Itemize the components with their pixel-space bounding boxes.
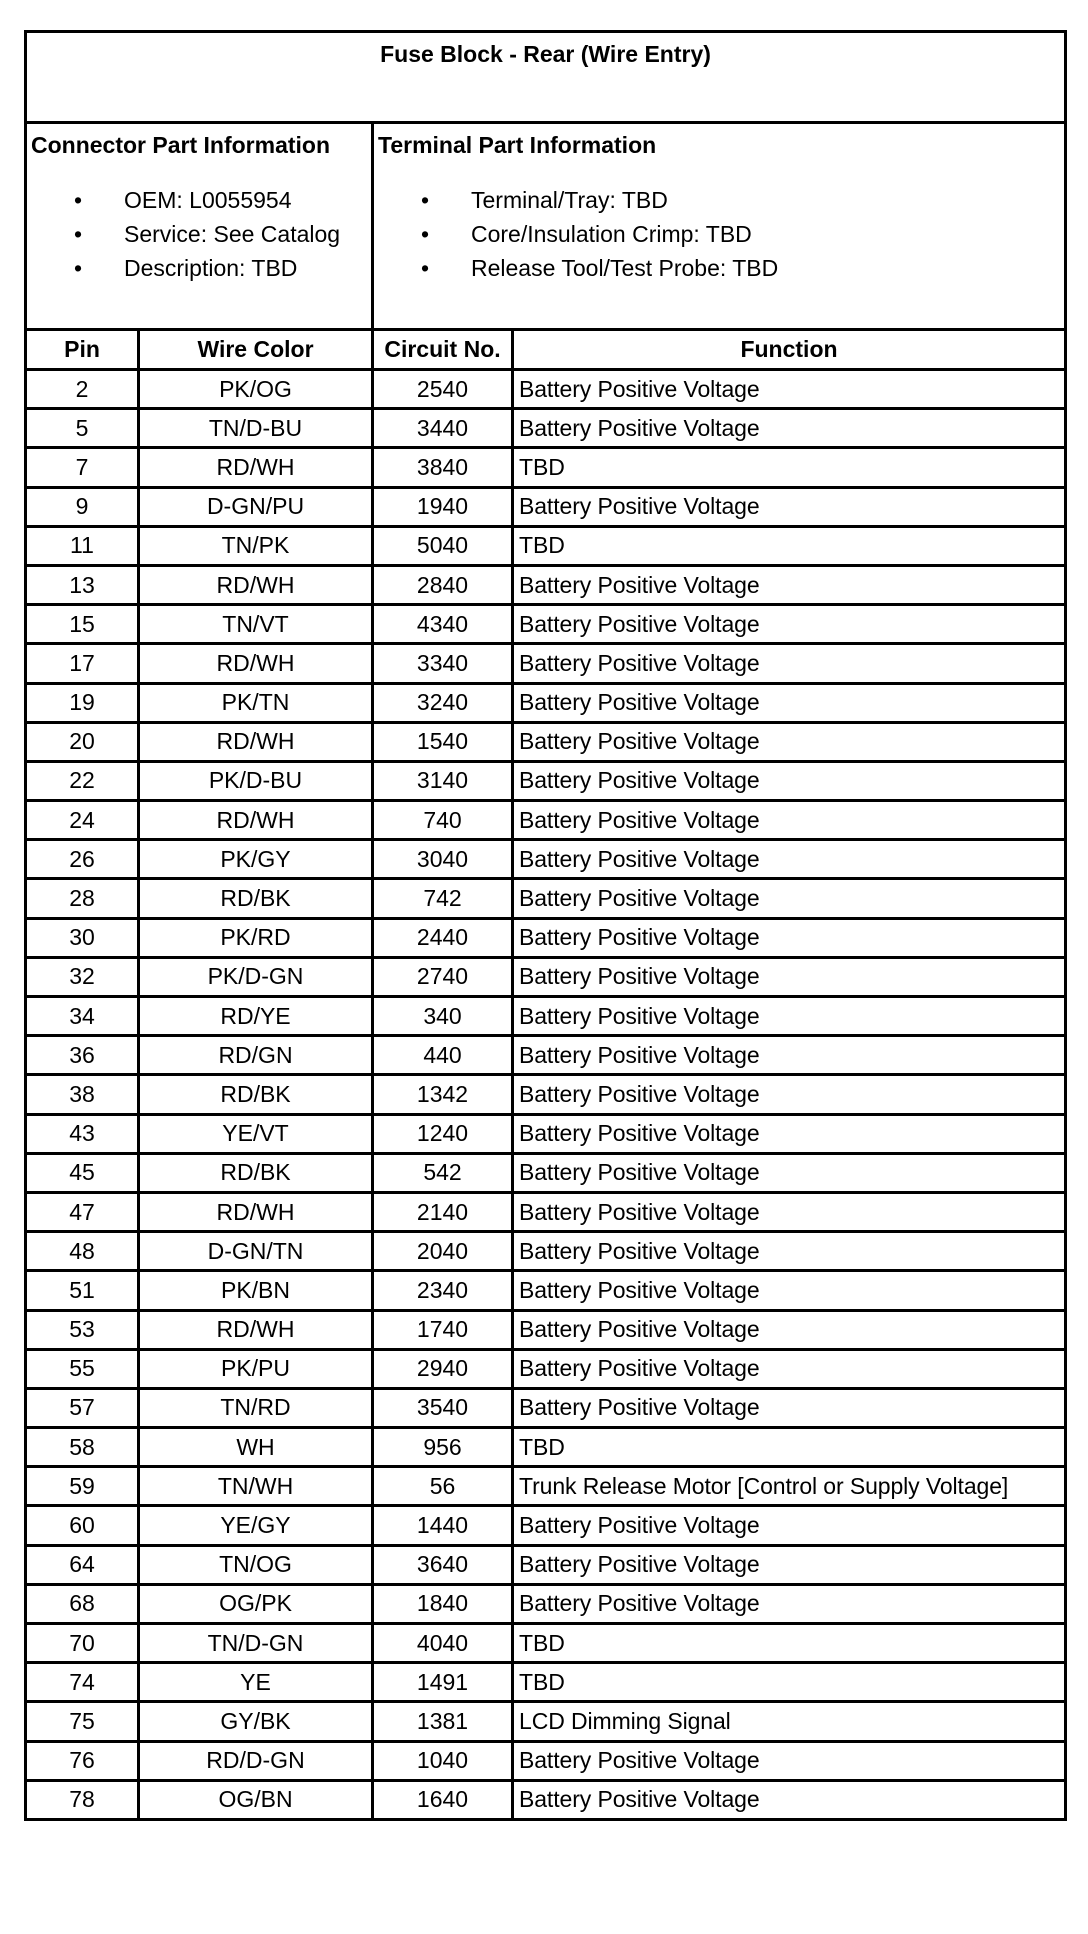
pin-cell: 78 xyxy=(26,1780,139,1819)
table-row xyxy=(26,565,1066,604)
circuit-cell: 4040 xyxy=(373,1624,513,1663)
circuit-cell: 3340 xyxy=(373,644,513,683)
pin-cell: 58 xyxy=(26,1428,139,1467)
wire-color-cell: PK/D-BU xyxy=(139,761,373,800)
wire-color-cell: RD/GN xyxy=(139,1036,373,1075)
function-cell: Battery Positive Voltage xyxy=(513,918,1066,957)
function-cell: TBD xyxy=(513,1663,1066,1702)
function-cell: Battery Positive Voltage xyxy=(513,801,1066,840)
function-cell: Battery Positive Voltage xyxy=(513,761,1066,800)
list-item: • Service: See Catalog xyxy=(27,217,371,251)
table-row xyxy=(26,605,1066,644)
column-header-pin: Pin xyxy=(26,330,139,370)
circuit-cell: 3040 xyxy=(373,840,513,879)
wire-color-cell: RD/BK xyxy=(139,1075,373,1114)
function-cell: Battery Positive Voltage xyxy=(513,409,1066,448)
bullet-icon: • xyxy=(73,255,82,281)
connector-part-heading: Connector Part Information xyxy=(31,132,331,158)
circuit-cell: 1381 xyxy=(373,1702,513,1741)
function-cell: Battery Positive Voltage xyxy=(513,644,1066,683)
table-row xyxy=(26,1271,1066,1310)
table-row xyxy=(26,1075,1066,1114)
circuit-cell: 1840 xyxy=(373,1584,513,1623)
circuit-cell: 5040 xyxy=(373,526,513,565)
circuit-cell: 3440 xyxy=(373,409,513,448)
function-cell: Battery Positive Voltage xyxy=(513,1192,1066,1231)
pin-cell: 47 xyxy=(26,1192,139,1231)
pin-cell: 7 xyxy=(26,448,139,487)
pin-cell: 13 xyxy=(26,565,139,604)
wire-color-cell: PK/BN xyxy=(139,1271,373,1310)
circuit-cell: 2540 xyxy=(373,370,513,409)
wire-color-cell: GY/BK xyxy=(139,1702,373,1741)
function-cell: Battery Positive Voltage xyxy=(513,722,1066,761)
pin-cell: 55 xyxy=(26,1349,139,1388)
wire-color-cell: RD/BK xyxy=(139,1153,373,1192)
pin-cell: 19 xyxy=(26,683,139,722)
wire-color-cell: RD/BK xyxy=(139,879,373,918)
wire-color-cell: YE/GY xyxy=(139,1506,373,1545)
list-item: • Description: TBD xyxy=(27,251,371,285)
function-cell: TBD xyxy=(513,448,1066,487)
pin-cell: 76 xyxy=(26,1741,139,1780)
wire-color-cell: TN/D-GN xyxy=(139,1624,373,1663)
pin-cell: 74 xyxy=(26,1663,139,1702)
table-row xyxy=(26,1584,1066,1623)
pin-cell: 57 xyxy=(26,1388,139,1427)
pin-cell: 22 xyxy=(26,761,139,800)
list-item: • Terminal/Tray: TBD xyxy=(374,183,1064,217)
pin-cell: 24 xyxy=(26,801,139,840)
table-row xyxy=(26,1428,1066,1467)
column-header-circuit: Circuit No. xyxy=(373,330,513,370)
circuit-cell: 2840 xyxy=(373,565,513,604)
function-cell: LCD Dimming Signal xyxy=(513,1702,1066,1741)
wire-color-cell: TN/PK xyxy=(139,526,373,565)
circuit-cell: 3840 xyxy=(373,448,513,487)
pin-cell: 11 xyxy=(26,526,139,565)
pin-cell: 2 xyxy=(26,370,139,409)
wire-color-cell: RD/WH xyxy=(139,644,373,683)
circuit-cell: 3140 xyxy=(373,761,513,800)
table-row xyxy=(26,761,1066,800)
table-row xyxy=(26,1349,1066,1388)
function-cell: Battery Positive Voltage xyxy=(513,1075,1066,1114)
circuit-cell: 1240 xyxy=(373,1114,513,1153)
pin-cell: 51 xyxy=(26,1271,139,1310)
wire-color-cell: PK/OG xyxy=(139,370,373,409)
connector-pinout-table xyxy=(24,30,1067,1821)
pin-cell: 60 xyxy=(26,1506,139,1545)
wire-color-cell: OG/PK xyxy=(139,1584,373,1623)
circuit-cell: 3240 xyxy=(373,683,513,722)
table-row xyxy=(26,1506,1066,1545)
wire-color-cell: RD/WH xyxy=(139,801,373,840)
wire-color-cell: TN/WH xyxy=(139,1467,373,1506)
table-row xyxy=(26,526,1066,565)
circuit-cell: 956 xyxy=(373,1428,513,1467)
circuit-cell: 56 xyxy=(373,1467,513,1506)
function-cell: Battery Positive Voltage xyxy=(513,879,1066,918)
wire-color-cell: PK/PU xyxy=(139,1349,373,1388)
circuit-cell: 1040 xyxy=(373,1741,513,1780)
pin-cell: 38 xyxy=(26,1075,139,1114)
table-row xyxy=(26,1545,1066,1584)
function-cell: Battery Positive Voltage xyxy=(513,1388,1066,1427)
function-cell: Battery Positive Voltage xyxy=(513,1584,1066,1623)
table-row xyxy=(26,1780,1066,1819)
function-cell: Battery Positive Voltage xyxy=(513,1741,1066,1780)
pin-cell: 30 xyxy=(26,918,139,957)
function-cell: Battery Positive Voltage xyxy=(513,1153,1066,1192)
list-item: • OEM: L0055954 xyxy=(27,183,371,217)
circuit-cell: 2440 xyxy=(373,918,513,957)
table-row xyxy=(26,1741,1066,1780)
circuit-cell: 1440 xyxy=(373,1506,513,1545)
function-cell: Battery Positive Voltage xyxy=(513,1545,1066,1584)
wire-color-cell: PK/TN xyxy=(139,683,373,722)
function-cell: Battery Positive Voltage xyxy=(513,997,1066,1036)
table-row xyxy=(26,1310,1066,1349)
circuit-cell: 3640 xyxy=(373,1545,513,1584)
pin-cell: 9 xyxy=(26,487,139,526)
circuit-cell: 340 xyxy=(373,997,513,1036)
wire-color-cell: RD/YE xyxy=(139,997,373,1036)
circuit-cell: 2140 xyxy=(373,1192,513,1231)
table-row xyxy=(26,1114,1066,1153)
table-row xyxy=(26,918,1066,957)
table-row xyxy=(26,448,1066,487)
pin-cell: 53 xyxy=(26,1310,139,1349)
wire-color-cell: TN/VT xyxy=(139,605,373,644)
circuit-cell: 1491 xyxy=(373,1663,513,1702)
table-row xyxy=(26,722,1066,761)
circuit-cell: 2040 xyxy=(373,1232,513,1271)
wire-color-cell: PK/D-GN xyxy=(139,957,373,996)
circuit-cell: 1640 xyxy=(373,1780,513,1819)
circuit-cell: 2340 xyxy=(373,1271,513,1310)
circuit-cell: 1540 xyxy=(373,722,513,761)
table-title: Fuse Block - Rear (Wire Entry) xyxy=(26,32,1066,123)
table-row xyxy=(26,801,1066,840)
table-row xyxy=(26,1663,1066,1702)
function-cell: Battery Positive Voltage xyxy=(513,1506,1066,1545)
terminal-part-info xyxy=(373,123,1066,330)
wire-color-cell: WH xyxy=(139,1428,373,1467)
bullet-icon: • xyxy=(73,187,82,213)
table-row xyxy=(26,487,1066,526)
list-item: • Core/Insulation Crimp: TBD xyxy=(374,217,1064,251)
terminal-part-heading: Terminal Part Information xyxy=(378,132,657,158)
pin-cell: 28 xyxy=(26,879,139,918)
bullet-icon: • xyxy=(73,221,82,247)
wire-color-cell: RD/D-GN xyxy=(139,1741,373,1780)
table-row xyxy=(26,997,1066,1036)
function-cell: Battery Positive Voltage xyxy=(513,1271,1066,1310)
column-header-function: Function xyxy=(513,330,1066,370)
table-row xyxy=(26,370,1066,409)
wire-color-cell: YE xyxy=(139,1663,373,1702)
function-cell: Battery Positive Voltage xyxy=(513,565,1066,604)
list-item: • Release Tool/Test Probe: TBD xyxy=(374,251,1064,285)
function-cell: Battery Positive Voltage xyxy=(513,605,1066,644)
pin-cell: 68 xyxy=(26,1584,139,1623)
wire-color-cell: RD/WH xyxy=(139,448,373,487)
circuit-cell: 440 xyxy=(373,1036,513,1075)
function-cell: Battery Positive Voltage xyxy=(513,1114,1066,1153)
wire-color-cell: RD/WH xyxy=(139,1192,373,1231)
wire-color-cell: RD/WH xyxy=(139,1310,373,1349)
table-row xyxy=(26,1388,1066,1427)
bullet-icon: • xyxy=(420,221,429,247)
function-cell: Battery Positive Voltage xyxy=(513,370,1066,409)
wire-color-cell: TN/D-BU xyxy=(139,409,373,448)
terminal-part-list xyxy=(374,183,1064,285)
table-row xyxy=(26,1153,1066,1192)
pin-cell: 70 xyxy=(26,1624,139,1663)
circuit-cell: 4340 xyxy=(373,605,513,644)
wire-color-cell: PK/GY xyxy=(139,840,373,879)
circuit-cell: 742 xyxy=(373,879,513,918)
table-row xyxy=(26,1624,1066,1663)
pin-cell: 64 xyxy=(26,1545,139,1584)
table-row xyxy=(26,1192,1066,1231)
pin-cell: 5 xyxy=(26,409,139,448)
circuit-cell: 542 xyxy=(373,1153,513,1192)
pinout-rows xyxy=(26,370,1066,1820)
circuit-cell: 1940 xyxy=(373,487,513,526)
circuit-cell: 2940 xyxy=(373,1349,513,1388)
pin-cell: 45 xyxy=(26,1153,139,1192)
wire-color-cell: PK/RD xyxy=(139,918,373,957)
table-row xyxy=(26,957,1066,996)
function-cell: Battery Positive Voltage xyxy=(513,1036,1066,1075)
function-cell: Battery Positive Voltage xyxy=(513,840,1066,879)
function-cell: Battery Positive Voltage xyxy=(513,487,1066,526)
bullet-icon: • xyxy=(420,255,429,281)
circuit-cell: 3540 xyxy=(373,1388,513,1427)
connector-part-info xyxy=(26,123,373,330)
wire-color-cell: OG/BN xyxy=(139,1780,373,1819)
pin-cell: 48 xyxy=(26,1232,139,1271)
wire-color-cell: RD/WH xyxy=(139,565,373,604)
table-row xyxy=(26,1467,1066,1506)
wire-color-cell: TN/RD xyxy=(139,1388,373,1427)
function-cell: TBD xyxy=(513,1428,1066,1467)
table-row xyxy=(26,683,1066,722)
function-cell: TBD xyxy=(513,526,1066,565)
pin-cell: 36 xyxy=(26,1036,139,1075)
table-row xyxy=(26,1036,1066,1075)
table-row xyxy=(26,1232,1066,1271)
pin-cell: 34 xyxy=(26,997,139,1036)
wire-color-cell: YE/VT xyxy=(139,1114,373,1153)
pin-cell: 15 xyxy=(26,605,139,644)
function-cell: Battery Positive Voltage xyxy=(513,1232,1066,1271)
pin-cell: 75 xyxy=(26,1702,139,1741)
table-row xyxy=(26,409,1066,448)
column-header-row xyxy=(26,330,1066,370)
circuit-cell: 2740 xyxy=(373,957,513,996)
pin-cell: 43 xyxy=(26,1114,139,1153)
function-cell: Battery Positive Voltage xyxy=(513,1780,1066,1819)
circuit-cell: 740 xyxy=(373,801,513,840)
pin-cell: 59 xyxy=(26,1467,139,1506)
table-row xyxy=(26,1702,1066,1741)
function-cell: Battery Positive Voltage xyxy=(513,683,1066,722)
table-row xyxy=(26,840,1066,879)
connector-part-list xyxy=(27,183,371,285)
bullet-icon: • xyxy=(420,187,429,213)
circuit-cell: 1740 xyxy=(373,1310,513,1349)
wire-color-cell: D-GN/TN xyxy=(139,1232,373,1271)
function-cell: TBD xyxy=(513,1624,1066,1663)
function-cell: Trunk Release Motor [Control or Supply Voltage] xyxy=(513,1467,1066,1506)
column-header-wire-color: Wire Color xyxy=(139,330,373,370)
pin-cell: 26 xyxy=(26,840,139,879)
table-row xyxy=(26,644,1066,683)
table-row xyxy=(26,879,1066,918)
function-cell: Battery Positive Voltage xyxy=(513,957,1066,996)
pin-cell: 20 xyxy=(26,722,139,761)
wire-color-cell: RD/WH xyxy=(139,722,373,761)
wire-color-cell: D-GN/PU xyxy=(139,487,373,526)
function-cell: Battery Positive Voltage xyxy=(513,1310,1066,1349)
pin-cell: 32 xyxy=(26,957,139,996)
pin-cell: 17 xyxy=(26,644,139,683)
wire-color-cell: TN/OG xyxy=(139,1545,373,1584)
function-cell: Battery Positive Voltage xyxy=(513,1349,1066,1388)
circuit-cell: 1342 xyxy=(373,1075,513,1114)
